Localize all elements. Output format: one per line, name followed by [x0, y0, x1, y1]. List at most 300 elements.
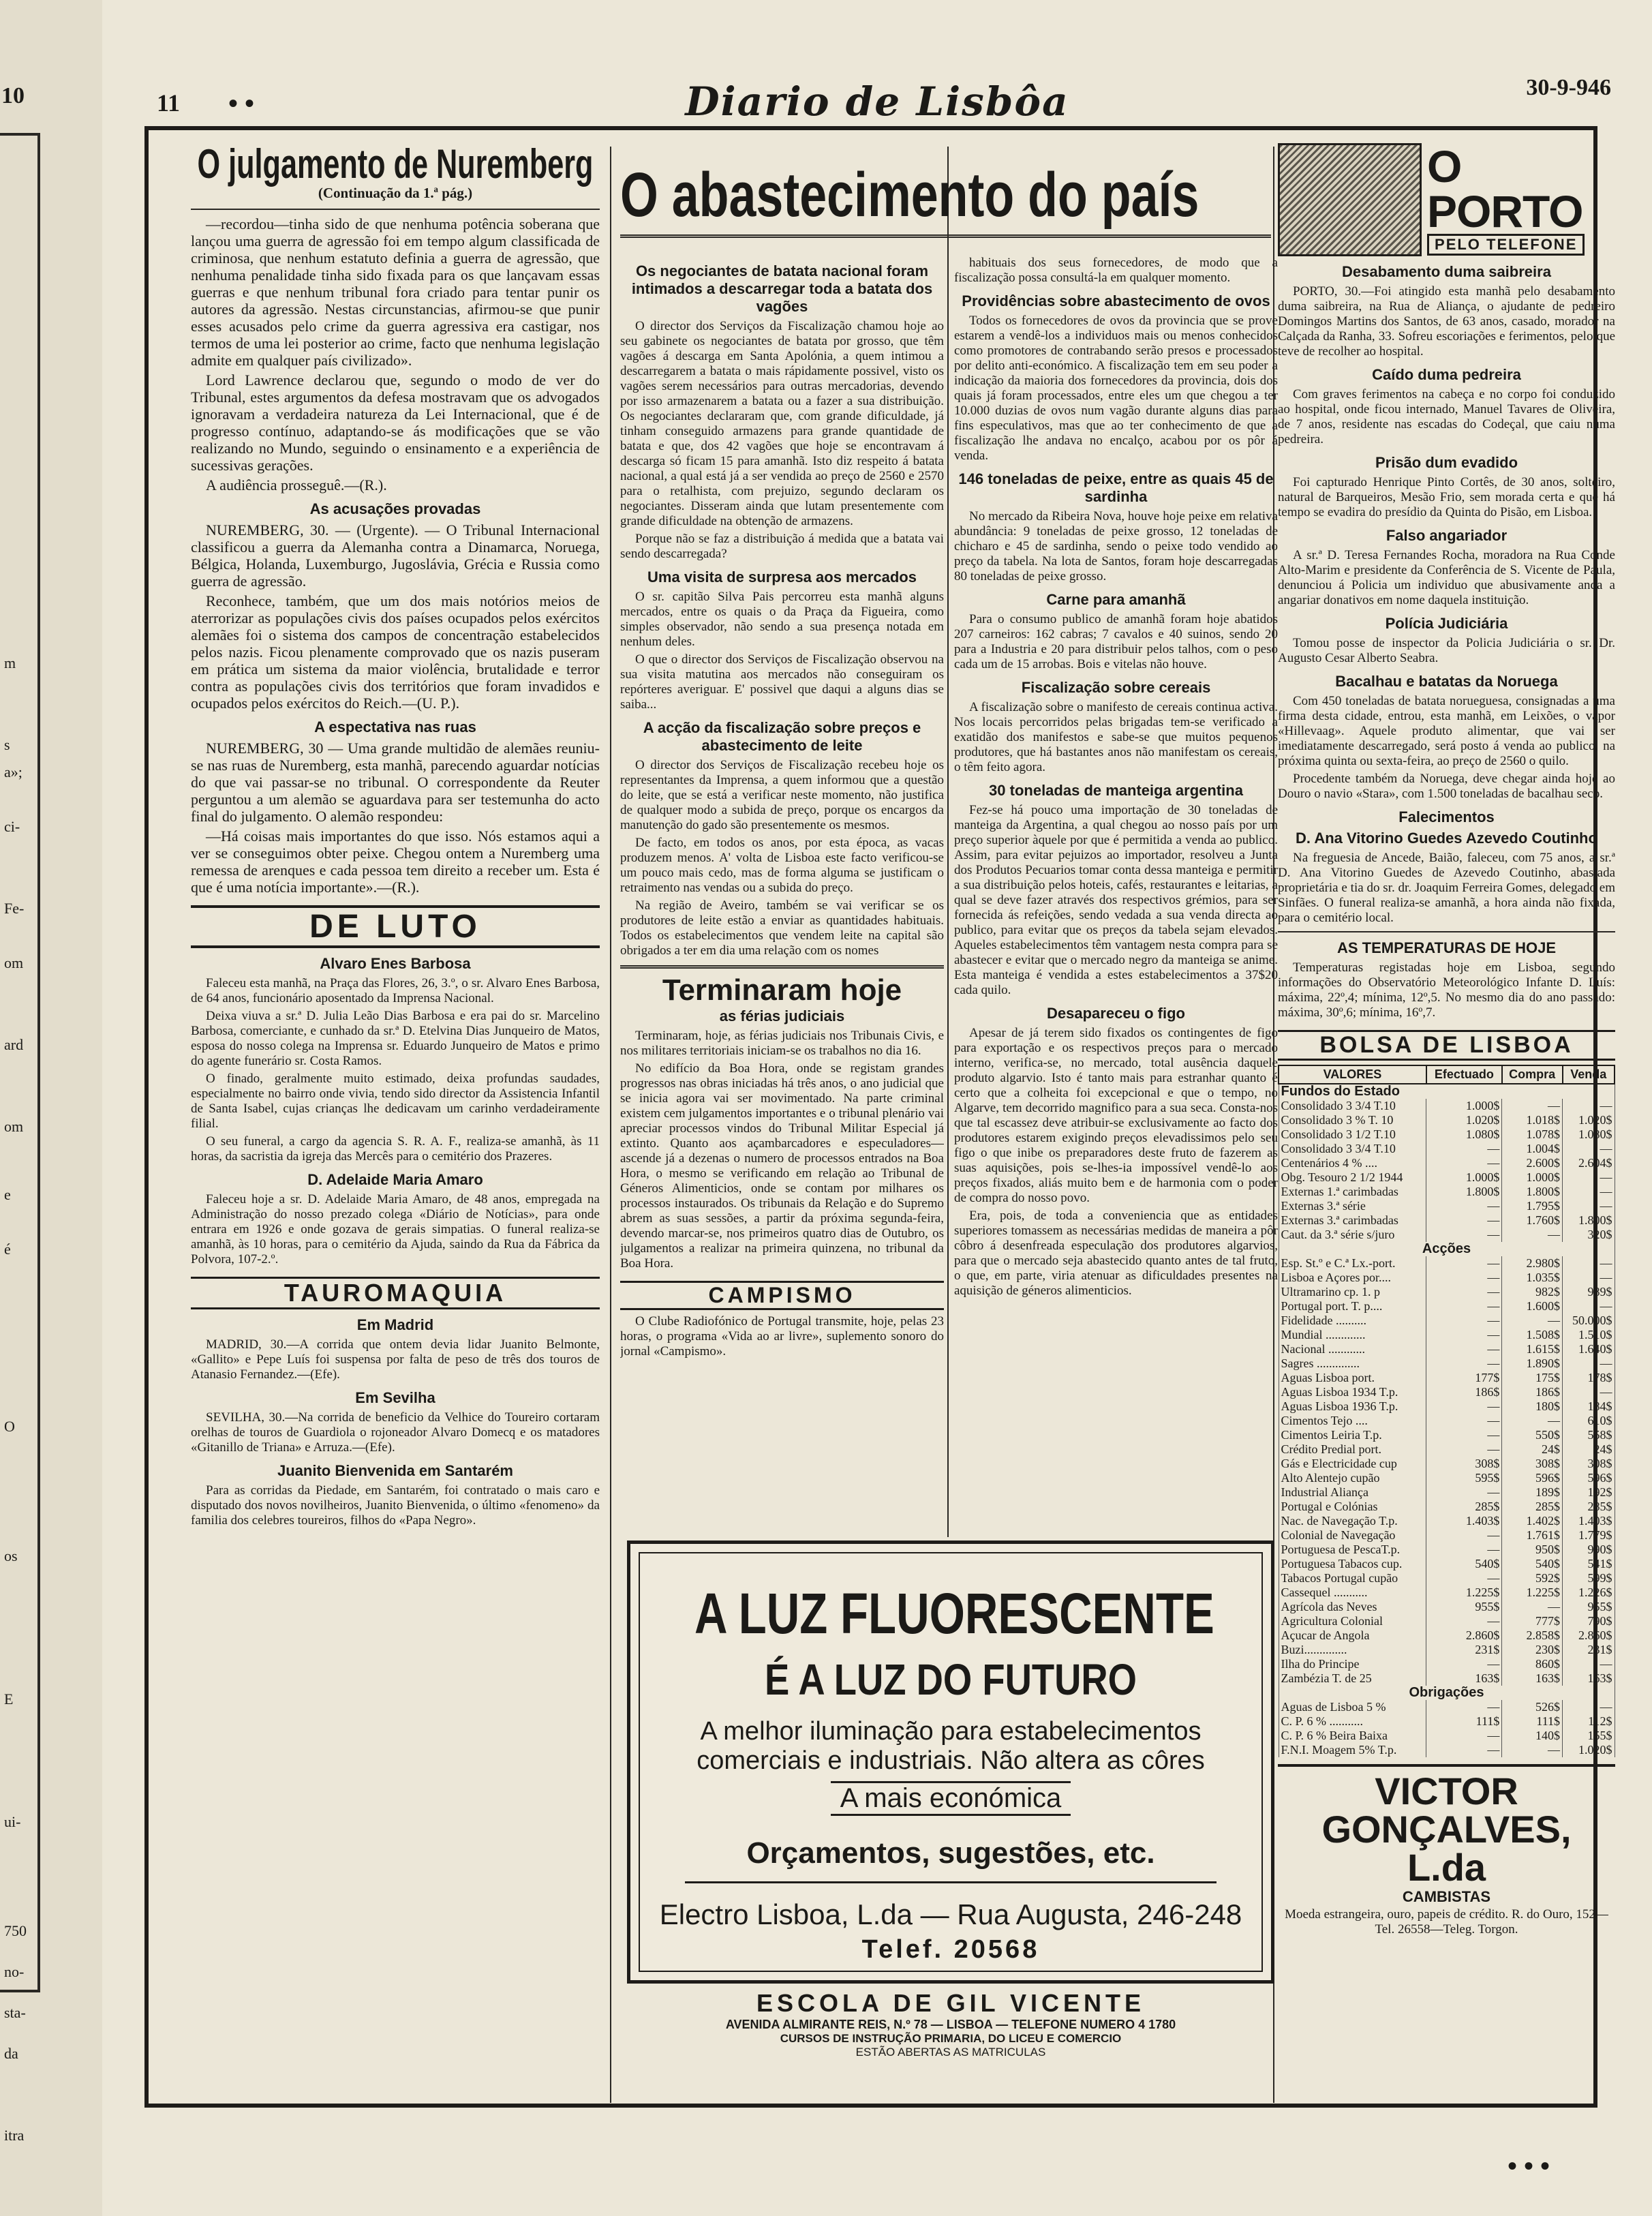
stock-name: Nacional ............ — [1279, 1342, 1426, 1356]
advert-quotes: Orçamentos, sugestões, etc. — [746, 1836, 1155, 1870]
section-title: A espectativa nas ruas — [314, 718, 476, 736]
stock-price: 1.226$ — [1563, 1585, 1615, 1600]
stock-row — [1279, 1399, 1615, 1414]
edge-text-fragment: e — [4, 1186, 11, 1203]
stock-name: Centenários 4 % .... — [1279, 1156, 1426, 1170]
stock-row — [1279, 1657, 1615, 1671]
judicial-subhead: as férias judiciais — [719, 1007, 845, 1024]
porto-news-paragraph: Com 450 toneladas de batata norueguesa, consignadas a uma firma desta cidade, entrou, esta manhã, em Leixões, o vapor «Hillevaag». Aquele produto alimentar, que vai ser imediatamente descarregado, será posto á venda ao publico, na próxima quinta ou sexta-feira, ao preço de 2560 o quilo. — [1278, 694, 1615, 768]
stock-price: 955$ — [1426, 1600, 1502, 1614]
stock-price: — — [1426, 1700, 1502, 1714]
article-paragraph: De facto, em todos os anos, por esta época, as vacas produzem menos. A' volta de Lisboa este facto verificou-se um pouco mais cedo, mas de forma alguma se justificam o retraimento nas vendas ou a subida do preço. — [620, 836, 944, 895]
stock-price: 1.800$ — [1502, 1185, 1563, 1199]
porto-news-paragraph: Na freguesia de Ancede, Baião, faleceu, com 75 anos, a sr.ª D. Ana Vitorino Guedes de Azevedo Coutinho, abastada proprietária e tia do sr. dr. Joaquim Ferreira Gomes, delegado em Sinfães. O funeral realiza-se amanhã, a hora ainda não fixada, para o cemitério local. — [1278, 851, 1615, 925]
column-rule — [947, 147, 949, 1537]
stock-price: — — [1426, 1399, 1502, 1414]
stock-row — [1279, 1700, 1615, 1714]
section-title: As acusações provadas — [309, 500, 481, 518]
stock-section-name: Fundos do Estado — [1279, 1084, 1615, 1099]
section-title: Juanito Bienvenida em Santarém — [277, 1462, 513, 1480]
stock-row — [1279, 1414, 1615, 1428]
stock-price: 1.020$ — [1426, 1113, 1502, 1127]
edge-text-fragment: s — [4, 736, 10, 753]
stock-price: 860$ — [1502, 1657, 1563, 1671]
column-header: Efectuado — [1426, 1065, 1502, 1084]
stock-price: 1.000$ — [1502, 1170, 1563, 1185]
stock-price: 2.980$ — [1502, 1256, 1563, 1271]
nuremberg-paragraph: —Há coisas mais importantes do que isso. Nós estamos aqui a ver se conseguimos obter peixe. Chegou ontem a Nuremberg uma remessa de arenques e cada pessoa tem direito a receber um. Esta é que é uma notícia importante».—(R.). — [191, 828, 600, 896]
edge-text-fragment: m — [4, 654, 16, 671]
stock-price: 1.020$ — [1563, 1743, 1615, 1757]
column-header: Compra — [1502, 1065, 1563, 1084]
stock-row — [1279, 1600, 1615, 1614]
article-paragraph: No mercado da Ribeira Nova, houve hoje peixe em relativa abundância: 9 toneladas de peixe grosso, 12 toneladas de chicharo e 45 de sardinha, sendo o peixe todo vendido ao preço da tabela. Na lota de Santos, foram hoje descarregadas 80 toneladas de peixe grosso. — [954, 509, 1278, 583]
article-title: Providências sobre abastecimento de ovos — [962, 292, 1270, 309]
stock-price: 186$ — [1426, 1385, 1502, 1399]
stock-name: Aguas de Lisboa 5 % — [1279, 1700, 1426, 1714]
stock-price: 140$ — [1502, 1729, 1563, 1743]
stock-price: — — [1426, 1571, 1502, 1585]
edge-text-fragment: 750 — [4, 1922, 27, 1939]
stock-row — [1279, 1356, 1615, 1371]
advert-subheadline: É A LUZ DO FUTURO — [765, 1655, 1137, 1704]
stock-price: — — [1502, 1228, 1563, 1242]
stock-price: 285$ — [1426, 1500, 1502, 1514]
edge-text-fragment: no- — [4, 1963, 25, 1980]
porto-news-title: Caído duma pedreira — [1372, 366, 1521, 383]
judicial-paragraph: No edifício da Boa Hora, onde se registam grandes progressos nas obras iniciadas há três anos, o ano judicial que se inicia agora vai ser movimentado. Na parte criminal existem cem julgamentos importantes e o tribunal plenário vai apreciar processos vindos do Tribunal Militar Especial já extinto. Quanto aos açambarcadores e especuladores—ascende já a dezenas o numero de processos entrados na Boa Hora, o mesmo se verificando em relação ao Tribunal de Géneros Alimenticios, onde se contam por milhares os processos instaurados. Os tribunais da Relação e do Supremo abrem as suas sessões, a partir da próxima segunda-feira, devendo marcar-se, nos primeiros quatro dias de Outubro, os julgamentos a realizar na primeira quinzena, no tribunal da Boa Hora. — [620, 1061, 944, 1271]
stock-price: 777$ — [1502, 1614, 1563, 1628]
edge-text-fragment: E — [4, 1690, 14, 1707]
stock-row — [1279, 1285, 1615, 1299]
stock-price: — — [1426, 1729, 1502, 1743]
header-dots: • • — [228, 88, 255, 119]
stock-table-header — [1279, 1065, 1615, 1084]
stock-name: Fidelidade .......... — [1279, 1314, 1426, 1328]
stock-name: Ultramarino cp. 1. p — [1279, 1285, 1426, 1299]
page-content — [102, 0, 1652, 2216]
stock-row — [1279, 1471, 1615, 1485]
victor-goncalves-ad-title: VICTOR GONÇALVES, L.da — [1278, 1764, 1615, 1887]
obituary-paragraph: O seu funeral, a cargo da agencia S. R. A. F., realiza-se amanhã, às 11 horas, da sacristia da igreja das Mercês para o cemitério dos Prazeres. — [191, 1134, 600, 1164]
stock-row — [1279, 1428, 1615, 1442]
stock-row — [1279, 1314, 1615, 1328]
nuremberg-paragraph: Lord Lawrence declarou que, segundo o modo de ver do Tribunal, estes argumentos da defesa mostravam que os advogados ignoravam a verdadeira natureza da Lei Internacional, que é de progresso contínuo, adaptando-se ás modificações que se vão realizando no Mundo, seguindo o ensinamento e a experiência de sucessivas gerações. — [191, 371, 600, 474]
article-paragraph: O que o director dos Serviços de Fiscalização observou na sua visita matutina aos mercados não conseguiram os repórteres averiguar. E' possivel que daqui a alguns dias se saiba... — [620, 652, 944, 712]
stock-price: 189$ — [1502, 1485, 1563, 1500]
porto-city-illustration — [1278, 143, 1422, 256]
stock-price: 1.000$ — [1426, 1170, 1502, 1185]
stock-price: 163$ — [1563, 1671, 1615, 1686]
stock-row — [1279, 1628, 1615, 1643]
section-title: Em Madrid — [356, 1316, 434, 1334]
stock-row — [1279, 1185, 1615, 1199]
stock-table — [1278, 1065, 1615, 1757]
article-paragraph: Era, pois, de toda a conveniencia que as entidades superiores tomassem as necessárias medidas de maneira a pôr côbro á desenfreada especulação dos produtores algarvios, para que o mercado seja abastecido quanto antes de tal fruto, o que, em parte, viria atenuar as dificuldades presentes na aquisição de géneros alimenticios. — [954, 1209, 1278, 1298]
stock-name: Tabacos Portugal cupão — [1279, 1571, 1426, 1585]
column-rule — [610, 147, 611, 2103]
bolsa-heading: BOLSA DE LISBOA — [1278, 1030, 1615, 1061]
stock-section-row — [1279, 1242, 1615, 1256]
stock-price: 1.080$ — [1426, 1127, 1502, 1142]
porto-title: O PORTO — [1427, 143, 1583, 237]
stock-price: 1.800$ — [1426, 1185, 1502, 1199]
stock-price: 1.760$ — [1502, 1213, 1563, 1228]
stock-price: 308$ — [1502, 1457, 1563, 1471]
stock-section-row — [1279, 1084, 1615, 1099]
stock-price: 285$ — [1563, 1500, 1615, 1514]
nuremberg-kicker: (Continuação da 1.ª pág.) — [318, 185, 473, 202]
nuremberg-paragraph: NUREMBERG, 30. — (Urgente). — O Tribunal Internacional classificou a guerra da Alemanha contra a Dinamarca, Noruega, Bélgica, Holanda, Luxemburgo, Jugoslávia, Grécia e Russia como guerra de agressão. — [191, 521, 600, 590]
victor-goncalves-line: Moeda estrangeira, ouro, papeis de crédito. R. do Ouro, 152—Tel. 26558—Teleg. Torgon. — [1285, 1907, 1608, 1937]
stock-row — [1279, 1213, 1615, 1228]
column-abastecimento — [620, 256, 944, 1530]
stock-price: 2.600$ — [1502, 1156, 1563, 1170]
article-paragraph: O sr. capitão Silva Pais percorreu esta manhã alguns mercados, entre os quais o da Praça da Figueira, como simples observador, não sendo a sua presença notada em nenhum deles. — [620, 590, 944, 649]
stock-price: 112$ — [1563, 1714, 1615, 1729]
stock-price: 790$ — [1563, 1614, 1615, 1628]
stock-price: 610$ — [1563, 1414, 1615, 1428]
article-title: A acção da fiscalização sobre preços e abastecimento de leite — [643, 719, 921, 754]
stock-price: 595$ — [1426, 1471, 1502, 1485]
edge-text-fragment: om — [4, 954, 24, 971]
article-paragraph: Na região de Aveiro, também se vai verificar se os produtores de leite estão a enviar as quantidades habituais. Todos os estabelecimentos que vendem leite na capital são obrigados a ter em dia uma relação com os nomes — [620, 898, 944, 958]
edge-text-fragment: itra — [4, 2127, 25, 2144]
porto-news-title: Bacalhau e batatas da Noruega — [1335, 673, 1558, 690]
stock-price: 308$ — [1563, 1457, 1615, 1471]
stock-price: — — [1426, 1156, 1502, 1170]
obituary-name: D. Ana Vitorino Guedes Azevedo Coutinho — [1296, 830, 1597, 847]
column-abastecimento-cont — [954, 256, 1278, 1530]
porto-subtitle: PELO TELEFONE — [1427, 234, 1585, 256]
stock-row — [1279, 1614, 1615, 1628]
rule — [620, 965, 944, 969]
rule — [1278, 931, 1615, 932]
stock-row — [1279, 1127, 1615, 1142]
stock-name: Cassequel ........... — [1279, 1585, 1426, 1600]
stock-price: 1.078$ — [1502, 1127, 1563, 1142]
advert-text: A mais económica — [831, 1781, 1071, 1816]
stock-price: — — [1426, 1743, 1502, 1757]
stock-price: — — [1426, 1142, 1502, 1156]
stock-name: Zambézia T. de 25 — [1279, 1671, 1426, 1686]
stock-price: 186$ — [1502, 1385, 1563, 1399]
article-title: 30 toneladas de manteiga argentina — [989, 782, 1243, 799]
stock-price: — — [1563, 1385, 1615, 1399]
stock-price: 990$ — [1563, 1543, 1615, 1557]
stock-price: 596$ — [1502, 1471, 1563, 1485]
stock-row — [1279, 1256, 1615, 1271]
stock-row — [1279, 1643, 1615, 1657]
stock-price: 155$ — [1563, 1729, 1615, 1743]
stock-name: C. P. 6 % ........... — [1279, 1714, 1426, 1729]
stock-price: 526$ — [1502, 1700, 1563, 1714]
article-title: Uma visita de surpresa aos mercados — [647, 568, 917, 586]
masthead-title: Diario de Lisbôa — [685, 78, 1069, 125]
stock-price: — — [1563, 1271, 1615, 1285]
stock-row — [1279, 1271, 1615, 1285]
stock-price: 24$ — [1502, 1442, 1563, 1457]
judicial-headline: Terminaram hoje — [662, 973, 902, 1007]
article-paragraph: A fiscalização sobre o manifesto de cereais continua activa. Nos locais percorridos pelas brigadas tem-se verificado a exatidão dos manifestos e sabe-se que muitos pequenos produtores, que há bastantes anos não manifestam os cereais, o têm feito agora. — [954, 700, 1278, 774]
stock-row — [1279, 1500, 1615, 1514]
stock-price: — — [1426, 1428, 1502, 1442]
stock-price: 192$ — [1563, 1485, 1615, 1500]
stock-price: — — [1426, 1228, 1502, 1242]
footer-dots: • • • — [1507, 2151, 1550, 2181]
obituary-paragraph: Faleceu esta manhã, na Praça das Flores, 26, 3.º, o sr. Alvaro Enes Barbosa, de 64 anos, funcionário aposentado da Imprensa Nacional. — [191, 976, 600, 1006]
obituary-name: Alvaro Enes Barbosa — [320, 955, 471, 973]
porto-news-paragraph: Tomou posse de inspector da Policia Judiciária o sr. Dr. Augusto Cesar Alberto Seabra. — [1278, 636, 1615, 665]
article-paragraph: O director dos Serviços da Fiscalização chamou hoje ao seu gabinete os negociantes de batata por grosso, que têm vagões á descarga em Santa Apolónia, a quem intimou a descarregarem a batata o mais rápidamente possivel, visto os vagões serem necessários para outras mercadorias, devendo por isso armazenarem a batata ou a fazer a sua distribuição. Os negociantes declararam que, com grande dificuldade, já tinham conseguido armazens para grande quantidade de batata e que, dos 42 vagões que hoje se encontravam á descarga só ficam 15 para amanhã. Isto diz respeito á batata nacional, a qual está já a ser vendida ao preço de 2560 e 2570 para o retalhista, com prejuizo, segundo declaram os negociantes. Disseram ainda que lutam presentemente com grande dificuldade na obtenção de armazens. — [620, 319, 944, 528]
stock-name: Gás e Electricidade cup — [1279, 1457, 1426, 1471]
edge-text-fragment: é — [4, 1241, 11, 1258]
stock-price: — — [1563, 1256, 1615, 1271]
stock-price: 2.858$ — [1502, 1628, 1563, 1643]
stock-price: 163$ — [1426, 1671, 1502, 1686]
stock-price: — — [1426, 1314, 1502, 1328]
stock-price: 320$ — [1563, 1228, 1615, 1242]
stock-name: Consolidado 3 3/4 T.10 — [1279, 1099, 1426, 1113]
stock-price: — — [1426, 1328, 1502, 1342]
stock-price: — — [1502, 1414, 1563, 1428]
stock-price: — — [1563, 1170, 1615, 1185]
stock-section-name: Acções — [1279, 1242, 1615, 1256]
stock-price: 175$ — [1502, 1371, 1563, 1385]
stock-price: 111$ — [1502, 1714, 1563, 1729]
stock-price: 1.640$ — [1563, 1342, 1615, 1356]
stock-price: — — [1426, 1543, 1502, 1557]
article-paragraph: Apesar de já terem sido fixados os contingentes de figo para exportação e os respectivos preços para o mercado interno, verifica-se, no mercado, total ausência daquele produto algarvio. Isto é tanto mais para estranhar quanto é certo que a colheita foi excepcional e que o tempo, no Algarve, tem decorrido magnifico para a sua seca. Consta-nos que tal escassez deve atribuir-se exclusivamente ao facto dos produtores estarem exigindo preços elevadissimos pelo seu figo o que inibe os preparadores deste fruto de fazerem as suas aquisições, pois se-lhes-ia impossível vendê-lo aos preços fixados, aliás muito bem e de harmonia com o poder de compra do nosso povo. — [954, 1026, 1278, 1205]
stock-name: F.N.I. Moagem 5% T.p. — [1279, 1743, 1426, 1757]
tauromaquia-paragraph: MADRID, 30.—A corrida que ontem devia lidar Juanito Belmonte, «Gallito» e Pepe Luís foi suspensa por falta de peso de três dos touros de Atanasio Fernandez.—(Efe). — [191, 1337, 600, 1382]
stock-name: Consolidado 3 % T. 10 — [1279, 1113, 1426, 1127]
stock-name: Nac. de Navegação T.p. — [1279, 1514, 1426, 1528]
nuremberg-paragraph: A audiência prosseguê.—(R.). — [206, 476, 387, 494]
stock-price: 541$ — [1563, 1557, 1615, 1571]
stock-price: 111$ — [1426, 1714, 1502, 1729]
edge-text-fragment: os — [4, 1547, 18, 1564]
school-name: ESCOLA DE GIL VICENTE — [756, 1989, 1146, 2017]
stock-price: 1.000$ — [1426, 1099, 1502, 1113]
stock-row — [1279, 1485, 1615, 1500]
school-courses: CURSOS DE INSTRUÇÃO PRIMARIA, DO LICEU E COMERCIO — [780, 2032, 1122, 2045]
stock-price: — — [1426, 1299, 1502, 1314]
porto-news-paragraph: PORTO, 30.—Foi atingido esta manhã pelo desabamento duma saibreira, na Rua de Aliança, o ajudante de pedreiro Domingos Martins dos Santos, de 63 anos, casado, morador na Calçada da Ranha, 33. Sofreu escoriações e ferimentos, pelo que teve de recolher ao hospital. — [1278, 284, 1615, 359]
stock-name: Aguas Lisboa 1936 T.p. — [1279, 1399, 1426, 1414]
article-title: Desapareceu o figo — [1047, 1005, 1185, 1022]
stock-price: — — [1426, 1614, 1502, 1628]
stock-name: Externas 1.ª carimbadas — [1279, 1185, 1426, 1199]
edge-text-fragment: a»; — [4, 763, 22, 780]
obituary-paragraph: O finado, geralmente muito estimado, deixa profundas saudades, especialmente no bairro onde vivia, tendo sido director da Assistencia Infantil de Santa Isabel, cujas crianças lhe dedicavam um carinho verdadeiramente filial. — [191, 1072, 600, 1132]
stock-price: 1.800$ — [1563, 1213, 1615, 1228]
stock-price: 982$ — [1502, 1285, 1563, 1299]
stock-price: 177$ — [1426, 1371, 1502, 1385]
stock-row — [1279, 1099, 1615, 1113]
stock-price: 231$ — [1426, 1643, 1502, 1657]
stock-row — [1279, 1199, 1615, 1213]
stock-price: 1.035$ — [1502, 1271, 1563, 1285]
nuremberg-paragraph: NUREMBERG, 30 — Uma grande multidão de alemães reuniu-se nas ruas de Nuremberg, esta manhã, parecendo aguardar notícias do que vai passar-se no tribunal. O correspondente da Reuter perguntou a um alemão se aguardava para ser testemunha do acto final do julgamento. O alemão respondeu: — [191, 740, 600, 825]
stock-price: 1.004$ — [1502, 1142, 1563, 1156]
stock-name: Aguas Lisboa 1934 T.p. — [1279, 1385, 1426, 1399]
stock-price: 230$ — [1502, 1643, 1563, 1657]
edge-text-fragment: da — [4, 2045, 18, 2062]
page-number: 11 — [157, 89, 181, 117]
stock-row — [1279, 1371, 1615, 1385]
article-paragraph: O director dos Serviços de Fiscalização recebeu hoje os representantes da Imprensa, a quem informou que a questão do leite, que se está a verificar neste momento, não justifica de qualquer modo a subida de preço, porque os encargos da manutenção do gado são presentemente os mesmos. — [620, 758, 944, 832]
stock-row — [1279, 1170, 1615, 1185]
edge-text-fragment: Fe- — [4, 900, 25, 917]
stock-row — [1279, 1156, 1615, 1170]
stock-section-name: Obrigações — [1279, 1686, 1615, 1700]
obituary-name: D. Adelaide Maria Amaro — [307, 1171, 483, 1189]
stock-price: 231$ — [1563, 1643, 1615, 1657]
school-address: AVENIDA ALMIRANTE REIS, N.º 78 — LISBOA — TELEFONE NUMERO 4 1780 — [725, 2018, 1176, 2031]
article-title: Carne para amanhã — [1046, 591, 1186, 608]
porto-news-title: Falso angariador — [1386, 527, 1508, 544]
porto-news-paragraph: Foi capturado Henrique Pinto Cortês, de 30 anos, solteiro, natural de Barqueiros, Mesão Frio, sem morada certa e que há tempo se evadira do presídio da Quinta do Pisão, em Lisboa. — [1278, 475, 1615, 519]
article-paragraph: Todos os fornecedores de ovos da provincia que se prove estarem a vendê-los a individuos mais ou menos conhecidos como promotores de contrabando serão presos e processados por delito anti-económico. A fiscalização tem em seu poder a indicação da maioria dos fornecedores da provincia, dois dos quais já foram processados, entre eles um que chegou a ter 10.000 duzias de ovos num vagão durante alguns dias para fins especulativos, mas que ao ter conhecimento de que a fiscalização lhe andava no encalço, acabou por os pôr á venda. — [954, 314, 1278, 463]
stock-row — [1279, 1729, 1615, 1743]
stock-price: 592$ — [1502, 1571, 1563, 1585]
tauromaquia-heading: TAUROMAQUIA — [191, 1277, 600, 1309]
stock-price: — — [1563, 1199, 1615, 1213]
stock-price: 180$ — [1502, 1399, 1563, 1414]
stock-name: Caut. da 3.ª série s/juro — [1279, 1228, 1426, 1242]
advert-headline: A LUZ FLUORESCENTE — [694, 1581, 1214, 1645]
porto-news-paragraph: A sr.ª D. Teresa Fernandes Rocha, moradora na Rua Conde Alto-Marim e presidente da Conferência de S. Vicente de Paula, denunciou á Policia um individuo que abusivamente anda a angariar donativos em nome daquela instituição. — [1278, 548, 1615, 607]
stock-name: Ilha do Principe — [1279, 1657, 1426, 1671]
stock-name: Crédito Predial port. — [1279, 1442, 1426, 1457]
stock-price: 540$ — [1426, 1557, 1502, 1571]
porto-news-paragraph: Com graves ferimentos na cabeça e no corpo foi conduzido ao hospital, onde ficou internado, Manuel Tavares de Oliveira, de 7 anos, residente nas escadas do Codeçal, que caiu numa pedreira. — [1278, 387, 1615, 446]
de-luto-heading: DE LUTO — [191, 905, 600, 948]
stock-price: 1.779$ — [1563, 1528, 1615, 1543]
porto-masthead — [1278, 143, 1615, 256]
stock-name: Mundial ............. — [1279, 1328, 1426, 1342]
nuremberg-paragraph: —recordou—tinha sido de que nenhuma potência soberana que lançou uma guerra de agressão foi em tempo algum classificada de criminosa, que nenhum estatuto definia a guerra de agressão, que nenhuma penalidade tinha sido fixada para os que lançavam essas guerras e que nenhum tribunal fora criado para tentar punir os autores da agressão. Nestas circunstancias, afirmou-se que punir esses acusados pelo crime da guerra agressiva era castigar, nos termos de uma lei posterior ao crime, facto que nenhuma legislação admite em qualquer país civilizado». — [191, 215, 600, 369]
stock-price: 1.795$ — [1502, 1199, 1563, 1213]
stock-name: Portugal port. T. p.... — [1279, 1299, 1426, 1314]
stock-name: Obg. Tesouro 2 1/2 1944 — [1279, 1170, 1426, 1185]
stock-price: 1.225$ — [1502, 1585, 1563, 1600]
stock-name: Consolidado 3 3/4 T.10 — [1279, 1142, 1426, 1156]
stock-row — [1279, 1457, 1615, 1471]
stock-row — [1279, 1557, 1615, 1571]
tauromaquia-paragraph: SEVILHA, 30.—Na corrida de beneficio da Velhice do Toureiro cortaram orelhas de touros de Guardiola o rojoneador Alvaro Domecq e os matadores «Gitanillo de Triana» e Arruza.—(Efe). — [191, 1410, 600, 1455]
stock-price: 184$ — [1563, 1399, 1615, 1414]
stock-price: 1.615$ — [1502, 1342, 1563, 1356]
stock-price: — — [1426, 1414, 1502, 1428]
stock-price: — — [1502, 1743, 1563, 1757]
section-title: Em Sevilha — [355, 1389, 435, 1407]
stock-price: — — [1426, 1271, 1502, 1285]
stock-row — [1279, 1743, 1615, 1757]
rule — [685, 1881, 1217, 1883]
advert-company: Electro Lisboa, L.da — Rua Augusta, 246-248 — [659, 1898, 1242, 1930]
stock-price: — — [1426, 1256, 1502, 1271]
stock-name: Portuguesa de PescaT.p. — [1279, 1543, 1426, 1557]
stock-price: 1.761$ — [1502, 1528, 1563, 1543]
fluorescent-advert — [627, 1540, 1274, 1984]
stock-name: C. P. 6 % Beira Baixa — [1279, 1729, 1426, 1743]
stock-price: 308$ — [1426, 1457, 1502, 1471]
stock-price: 1.403$ — [1563, 1514, 1615, 1528]
school-enrolment: ESTÃO ABERTAS AS MATRICULAS — [855, 2046, 1046, 2059]
stock-price: 24$ — [1563, 1442, 1615, 1457]
porto-news-title: Polícia Judiciária — [1385, 615, 1508, 632]
previous-page-number: 10 — [1, 83, 25, 108]
stock-price: 2.860$ — [1563, 1628, 1615, 1643]
stock-price: — — [1426, 1199, 1502, 1213]
stock-name: Agrícola das Neves — [1279, 1600, 1426, 1614]
stock-row — [1279, 1543, 1615, 1557]
obituary-paragraph: Deixa viuva a sr.ª D. Julia Leão Dias Barbosa e era pai do sr. Marcelino Barbosa, comerciante, e cunhado da sr.ª D. Etelvina Dias Junqueiro de Matos, esposa do nosso colega na Imprensa sr. Eduardo Junqueiro de Matos e primo do agente funerário sr. Costa Ramos. — [191, 1009, 600, 1069]
stock-price: 599$ — [1563, 1571, 1615, 1585]
nuremberg-headline: O julgamento de Nuremberg — [197, 143, 594, 187]
stock-name: Cimentos Leiria T.p. — [1279, 1428, 1426, 1442]
obituary-paragraph: Faleceu hoje a sr. D. Adelaide Maria Amaro, de 48 anos, empregada na Administração do nosso prezado colega «Diário de Notícias», para onde entrara em 1926 e onde gozava de gerais simpatias. O funeral realiza-se amanhã, às 10 horas, para o cemitério da Ajuda, saindo da Rua da Fábrica da Polvora, 107-2.º. — [191, 1192, 600, 1267]
stock-row — [1279, 1228, 1615, 1242]
previous-page-frame — [0, 133, 40, 1992]
stock-price: 2.604$ — [1563, 1156, 1615, 1170]
stock-price: — — [1563, 1142, 1615, 1156]
abastecimento-headline-block — [620, 164, 1271, 245]
stock-price: 550$ — [1502, 1428, 1563, 1442]
stock-price: 1.890$ — [1502, 1356, 1563, 1371]
porto-news-title: Prisão dum evadido — [1375, 454, 1518, 471]
campismo-heading: CAMPISMO — [620, 1281, 944, 1310]
porto-news-paragraph: Procedente também da Noruega, deve chegar ainda hoje ao Douro o navio «Stara», com 1.500 toneladas de bacalhau seco. — [1278, 772, 1615, 801]
stock-row — [1279, 1571, 1615, 1585]
stock-name: Externas 3.ª série — [1279, 1199, 1426, 1213]
stock-price: 1.080$ — [1563, 1127, 1615, 1142]
stock-price: — — [1426, 1356, 1502, 1371]
stock-price: — — [1426, 1528, 1502, 1543]
stock-name: Portugal e Colónias — [1279, 1500, 1426, 1514]
stock-price: — — [1563, 1356, 1615, 1371]
stock-row — [1279, 1342, 1615, 1356]
judicial-paragraph: Terminaram, hoje, as férias judiciais nos Tribunais Civis, e nos militares territoriais iniciam-se os trabalhos no dia 16. — [620, 1028, 944, 1058]
stock-name: Agricultura Colonial — [1279, 1614, 1426, 1628]
edge-text-fragment: sta- — [4, 2004, 26, 2021]
stock-name: Externas 3.ª carimbadas — [1279, 1213, 1426, 1228]
stock-name: Consolidado 3 1/2 T.10 — [1279, 1127, 1426, 1142]
stock-price: 1.225$ — [1426, 1585, 1502, 1600]
stock-name: Esp. St.º e C.ª Lx.-port. — [1279, 1256, 1426, 1271]
temperatures-title: AS TEMPERATURAS DE HOJE — [1336, 939, 1557, 956]
article-title: Fiscalização sobre cereais — [1021, 679, 1211, 696]
stock-price: — — [1563, 1299, 1615, 1314]
campismo-paragraph: O Clube Radiofónico de Portugal transmite, hoje, pelas 23 horas, o programa «Vida ao ar livre», suplemento sonoro do jornal «Campismo». — [620, 1314, 944, 1359]
edge-text-fragment: ard — [4, 1036, 24, 1053]
stock-price: 950$ — [1502, 1543, 1563, 1557]
stock-price: 1.600$ — [1502, 1299, 1563, 1314]
advert-text: comerciais e industriais. Não altera as côres — [697, 1746, 1205, 1775]
stock-price: — — [1426, 1285, 1502, 1299]
nuremberg-paragraph: Reconhece, também, que um dos mais notórios meios de aterrorizar as populações civis dos países ocupados pelos exércitos alemães foi o sistema dos campos de concentração estabelecidos pelos nazis. Ficou plenamente comprovado que os nazis puseram em prática um sistema da maior violência, brutalidade e terror contra as populações civis dos territórios que foram invadidos e ocupados pelos exércitos do Reich.—(U. P.). — [191, 592, 600, 712]
stock-price: — — [1563, 1185, 1615, 1199]
stock-price: — — [1502, 1600, 1563, 1614]
school-advert — [627, 1989, 1274, 2059]
stock-row — [1279, 1385, 1615, 1399]
stock-price: 989$ — [1563, 1285, 1615, 1299]
stock-price: 285$ — [1502, 1500, 1563, 1514]
stock-price: — — [1502, 1099, 1563, 1113]
abastecimento-headline: O abastecimento do país — [620, 164, 1199, 230]
